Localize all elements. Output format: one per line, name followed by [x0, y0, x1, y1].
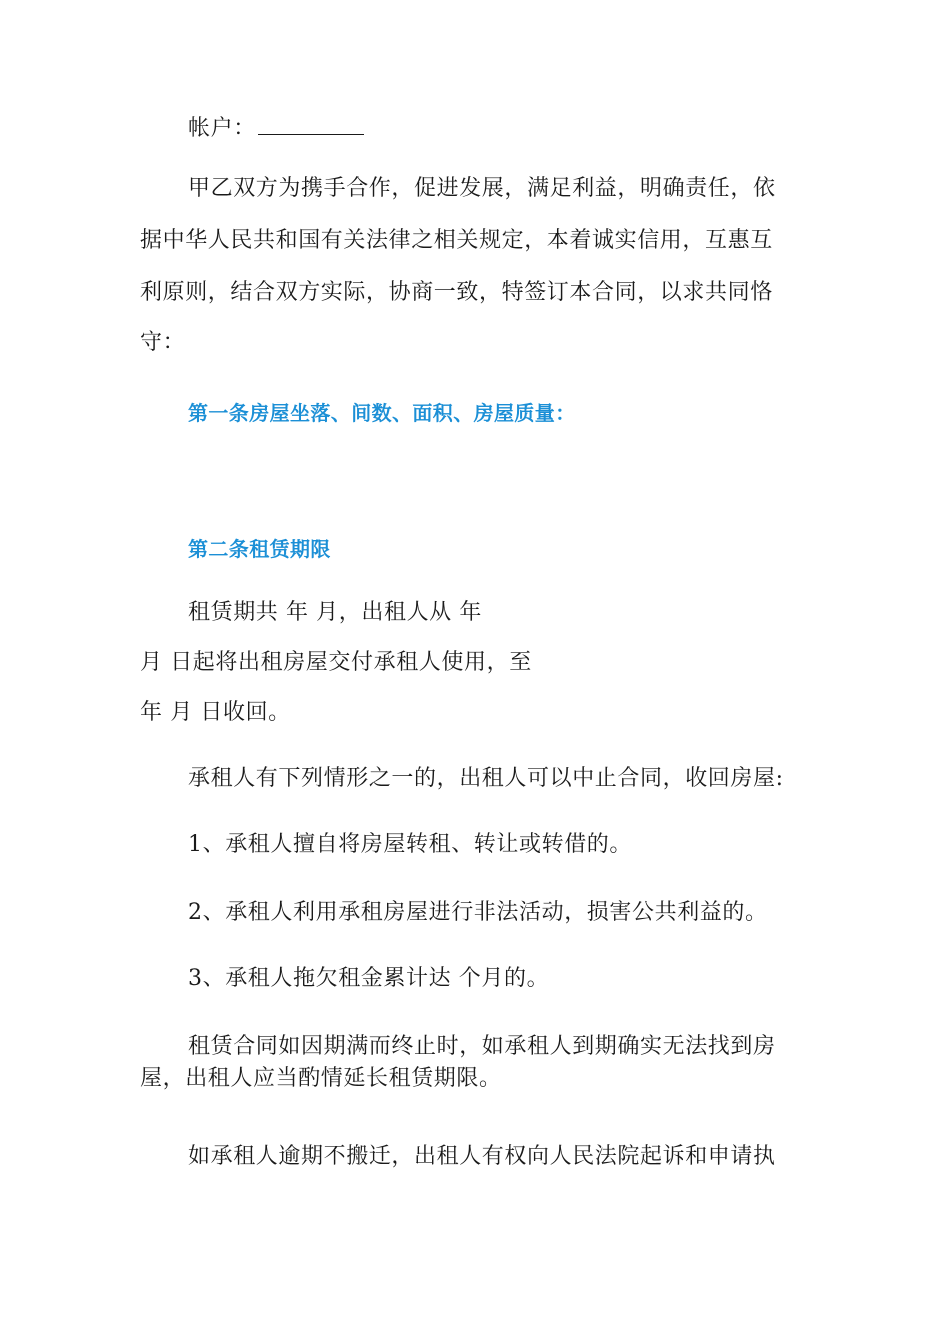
preamble-line-2: 据中华人民共和国有关法律之相关规定，本着诚实信用，互惠互	[140, 228, 773, 253]
termination-item-3: 3、承租人拖欠租金累计达 个月的。	[188, 966, 550, 991]
overdue-line-1: 如承租人逾期不搬迁，出租人有权向人民法院起诉和申请执	[188, 1144, 776, 1169]
term-line-1: 租赁期共 年 月，出租人从 年	[188, 600, 482, 625]
expiry-line-1: 租赁合同如因期满而终止时，如承租人到期确实无法找到房	[188, 1034, 776, 1059]
termination-item-1: 1、承租人擅自将房屋转租、转让或转借的。	[188, 832, 632, 857]
preamble-line-1: 甲乙双方为携手合作，促进发展，满足利益，明确责任，依	[188, 176, 776, 201]
preamble-line-4: 守：	[140, 330, 186, 355]
account-blank-field	[258, 112, 364, 135]
article-2-heading: 第二条租赁期限	[188, 537, 331, 561]
account-label: 帐户：	[188, 116, 256, 141]
term-line-2: 月 日起将出租房屋交付承租人使用，至	[140, 650, 532, 675]
termination-intro: 承租人有下列情形之一的，出租人可以中止合同，收回房屋:	[188, 766, 784, 791]
preamble-line-3: 利原则，结合双方实际，协商一致，特签订本合同，以求共同恪	[140, 280, 773, 305]
article-1-heading: 第一条房屋坐落、间数、面积、房屋质量：	[188, 401, 576, 425]
expiry-line-2: 屋，出租人应当酌情延长租赁期限。	[140, 1066, 502, 1091]
termination-item-2: 2、承租人利用承租房屋进行非法活动，损害公共利益的。	[188, 900, 768, 925]
term-line-3: 年 月 日收回。	[140, 700, 291, 725]
account-line	[188, 112, 364, 144]
